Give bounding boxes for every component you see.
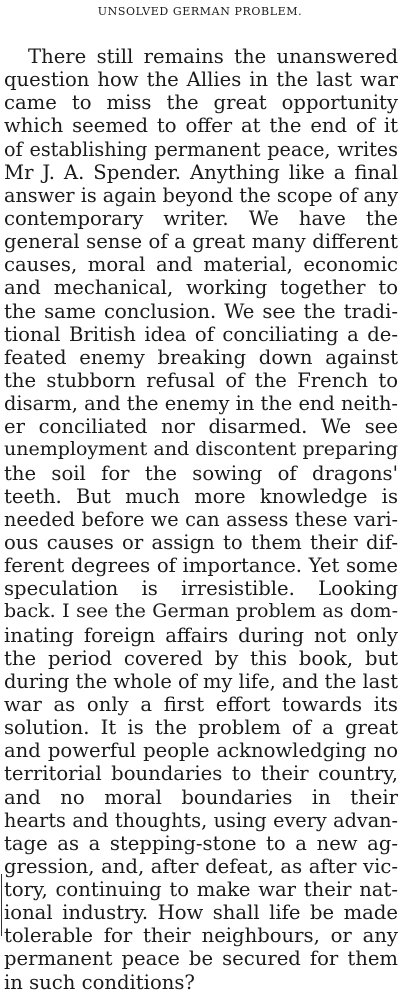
article-line: permanent peace be secured for them [4,947,398,971]
article-line: feated enemy breaking down against [4,345,398,369]
article-line: gression, and, after defeat, as after vic- [4,854,398,878]
article-headline: UNSOLVED GERMAN PROBLEM. [97,5,303,18]
article-line: during the whole of my life, and the last [4,669,398,693]
article-line: ous causes or assign to them their dif- [4,530,398,554]
article-line: in such conditions? [4,970,195,994]
article-line: speculation is irresistible. Looking [4,577,398,601]
article-line: answer is again beyond the scope of any [4,183,399,207]
article-line: and powerful people acknowledging no [4,739,398,763]
article-line: back. I see the German problem as dom- [4,600,398,623]
article-line: the stubborn refusal of the French to [4,368,398,392]
article-line: hearts and thoughts, using every advan- [4,808,398,832]
article-line: the period covered by this book, but [4,646,398,670]
article-line: the soil for the sowing of dragons' [4,461,398,485]
article-line: ional industry. How shall life be made [4,901,398,925]
article-line: contemporary writer. We have the [4,206,398,230]
article-line: war as only a first effort towards its [4,692,398,716]
article-line: tional British idea of conciliating a de- [4,322,398,346]
article-line: of establishing permanent peace, writes [4,137,398,161]
article-line: causes, moral and material, economic [4,253,398,277]
article-line: territorial boundaries to their country, [4,762,398,786]
article-body [4,45,398,994]
article-line: teeth. But much more knowledge is [4,484,398,508]
article-line: ferent degrees of importance. Yet some [4,554,398,578]
article-line: solution. It is the problem of a great [4,716,398,740]
article-line: and no moral boundaries in their [4,785,398,809]
article-line: the same conclusion. We see the tradi- [4,299,398,323]
article-line: inating foreign affairs during not only [4,623,398,647]
column-rule [1,874,2,936]
article-line: general sense of a great many different [4,230,398,254]
article-line: er conciliated nor disarmed. We see [4,415,398,439]
article-line: needed before we can assess these vari- [4,507,398,531]
article-line: came to miss the great opportunity [4,91,398,115]
article-line: question how the Allies in the last war [4,68,398,92]
article-line: which seemed to offer at the end of it [4,114,398,138]
article-line: tage as a stepping-stone to a new ag- [4,831,398,855]
article-line: Mr J. A. Spender. Anything like a final [4,160,398,184]
article-line: disarm, and the enemy in the end neith- [4,392,398,416]
article-line: There still remains the unanswered [28,45,398,68]
article-line: tolerable for their neighbours, or any [4,924,398,948]
article-line: unemployment and discontent preparing [4,438,398,461]
article-line: tory, continuing to make war their nat- [4,878,398,902]
article-line: and mechanical, working together to [4,276,398,300]
